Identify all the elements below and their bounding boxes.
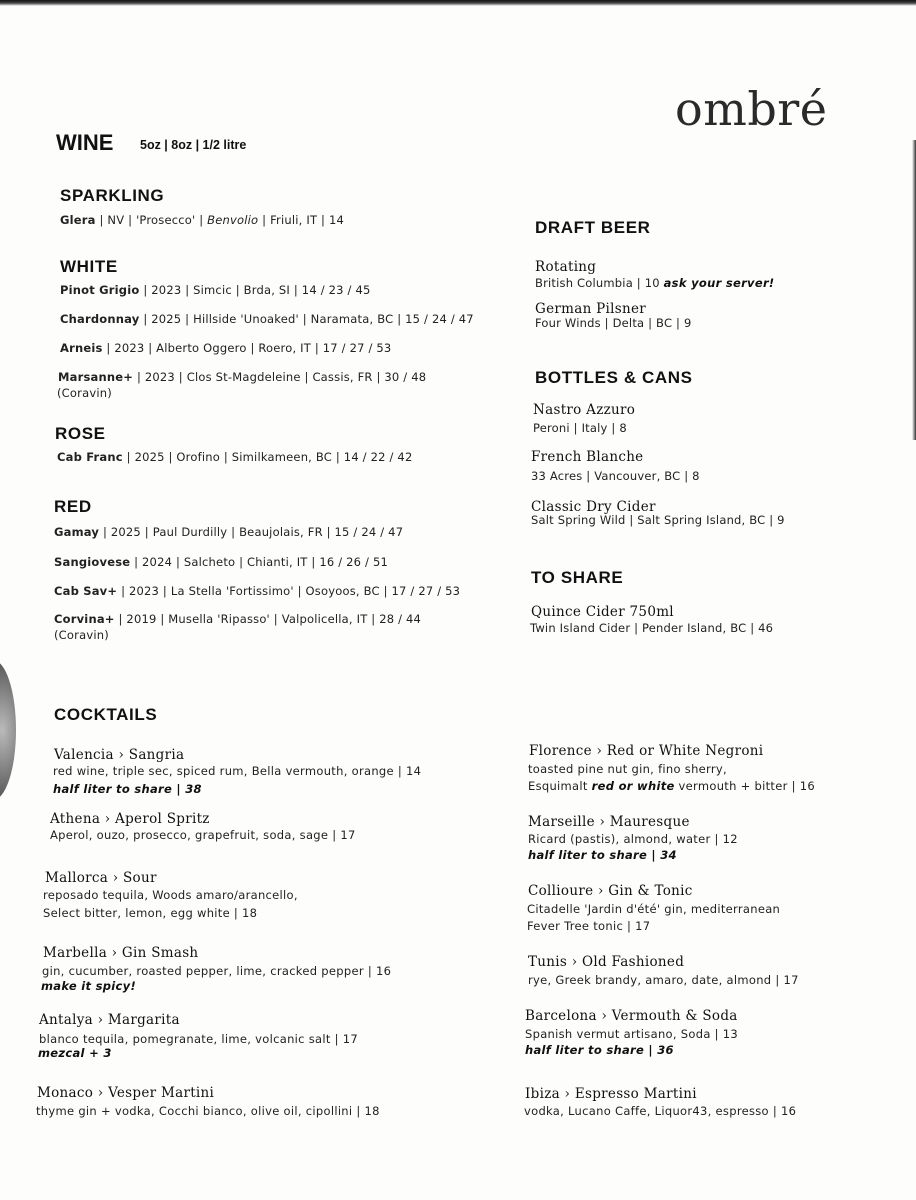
cocktail-name: Antalya › Margarita: [39, 1012, 180, 1028]
bottle-detail: Peroni | Italy | 8: [533, 421, 627, 435]
wine-detail: | 2019 | Musella 'Ripasso' | Valpolicella, IT | 28 / 44: [114, 612, 422, 626]
wine-grape: Cab Sav+: [54, 584, 118, 598]
bottle-detail: 33 Acres | Vancouver, BC | 8: [531, 469, 700, 483]
cocktail-desc: Fever Tree tonic | 17: [527, 919, 651, 933]
cocktail-emph: mezcal + 3: [38, 1046, 112, 1060]
paper-top-shadow: [0, 0, 916, 6]
cocktail-desc-text: Esquimalt: [528, 779, 592, 793]
cocktails-heading: COCKTAILS: [54, 705, 158, 724]
wine-grape: Gamay: [54, 525, 100, 539]
cocktail-desc: Ricard (pastis), almond, water | 12: [528, 832, 738, 846]
cocktail-name: Barcelona › Vermouth & Soda: [525, 1008, 738, 1024]
cocktail-desc: Citadelle 'Jardin d'été' gin, mediterranean: [527, 902, 781, 916]
cocktail-emph: half liter to share | 38: [53, 782, 202, 796]
wine-title: WINE: [56, 130, 114, 155]
cocktail-name: Ibiza › Espresso Martini: [525, 1086, 697, 1102]
paper-right-shadow: [912, 140, 916, 440]
wine-sizes: 5oz | 8oz | 1/2 litre: [140, 138, 247, 152]
wine-grape: Pinot Grigio: [60, 283, 140, 297]
wine-detail: | 2025 | Paul Durdilly | Beaujolais, FR | 15 / 24 / 47: [99, 525, 404, 539]
cocktail-name: Monaco › Vesper Martini: [37, 1085, 215, 1101]
cocktail-desc: rye, Greek brandy, amaro, date, almond | 17: [528, 973, 799, 987]
cocktail-desc: reposado tequila, Woods amaro/arancello,: [43, 888, 298, 902]
cocktail-desc: vodka, Lucano Caffe, Liquor43, espresso | 16: [524, 1104, 797, 1118]
cocktail-desc: Select bitter, lemon, egg white | 18: [43, 906, 258, 920]
cocktail-desc: [528, 778, 815, 794]
cocktail-name: Marseille › Mauresque: [528, 814, 690, 830]
share-detail: Twin Island Cider | Pender Island, BC | 46: [530, 621, 774, 635]
beer-name: Rotating: [535, 259, 597, 275]
red-heading: RED: [54, 497, 92, 516]
cocktail-desc: Spanish vermut artisano, Soda | 13: [525, 1027, 738, 1041]
white-heading: WHITE: [60, 257, 118, 276]
cocktail-emph: red or white: [591, 779, 675, 793]
bottle-name: French Blanche: [531, 449, 644, 465]
wine-detail: | 2025 | Orofino | Similkameen, BC | 14 / 22 / 42: [122, 450, 413, 464]
wine-detail: | 2025 | Hillside 'Unoaked' | Naramata, BC | 15 / 24 / 47: [139, 312, 474, 326]
beer-detail: Four Winds | Delta | BC | 9: [535, 316, 692, 330]
wine-detail: | 2024 | Salcheto | Chianti, IT | 16 / 26 / 51: [130, 555, 388, 569]
cocktail-emph: half liter to share | 34: [528, 848, 677, 862]
wine-item: [54, 584, 460, 598]
wine-detail: | 2023 | Simcic | Brda, SI | 14 / 23 / 45: [139, 283, 371, 297]
wine-grape: Arneis: [60, 341, 103, 355]
wine-item: [60, 283, 370, 297]
cocktail-desc: gin, cucumber, roasted pepper, lime, cracked pepper | 16: [42, 964, 392, 978]
wine-grape: Marsanne+: [58, 370, 134, 384]
wine-note: (Coravin): [57, 386, 112, 400]
bottle-name: Classic Dry Cider: [531, 499, 656, 515]
cocktail-desc: red wine, triple sec, spiced rum, Bella vermouth, orange | 14: [53, 764, 422, 778]
cocktail-emph: make it spicy!: [41, 979, 137, 993]
wine-grape: Chardonnay: [60, 312, 140, 326]
wine-grape: Corvina+: [54, 612, 115, 626]
cocktail-emph: half liter to share | 36: [525, 1043, 674, 1057]
cocktail-name: Valencia › Sangria: [54, 747, 185, 763]
cocktail-desc-text: vermouth + bitter | 16: [674, 779, 815, 793]
wine-item: [60, 312, 474, 326]
wine-item: [54, 612, 421, 626]
cocktail-desc: Aperol, ouzo, prosecco, grapefruit, soda, sage | 17: [50, 828, 356, 842]
draft-beer-heading: DRAFT BEER: [535, 218, 651, 237]
wine-detail: | 2023 | Alberto Oggero | Roero, IT | 17 / 27 / 53: [102, 341, 392, 355]
wine-grape: Cab Franc: [57, 450, 123, 464]
bottles-cans-heading: BOTTLES & CANS: [535, 368, 693, 387]
wine-grape: Glera: [60, 213, 96, 227]
wine-detail: | Friuli, IT | 14: [258, 213, 345, 227]
wine-item: [60, 213, 344, 227]
cocktail-desc: blanco tequila, pomegranate, lime, volcanic salt | 17: [39, 1032, 358, 1046]
wine-item: [57, 450, 412, 464]
to-share-heading: TO SHARE: [531, 568, 624, 587]
wine-item: [54, 555, 388, 569]
beer-detail: [535, 276, 774, 290]
wine-producer: Benvolio: [207, 213, 259, 227]
wine-detail: | 2023 | Clos St-Magdeleine | Cassis, FR | 30 / 48: [133, 370, 427, 384]
wine-grape: Sangiovese: [54, 555, 131, 569]
wine-item: [58, 370, 426, 384]
wine-detail: | NV | 'Prosecco' |: [95, 213, 208, 227]
cocktail-name: Tunis › Old Fashioned: [528, 954, 685, 970]
cocktail-name: Mallorca › Sour: [45, 870, 157, 886]
bottle-detail: Salt Spring Wild | Salt Spring Island, BC | 9: [531, 513, 785, 527]
rose-heading: ROSE: [55, 424, 106, 443]
wine-detail: | 2023 | La Stella 'Fortissimo' | Osoyoos, BC | 17 / 27 / 53: [117, 584, 461, 598]
cocktail-desc: toasted pine nut gin, fino sherry,: [528, 762, 727, 776]
cocktail-name: Marbella › Gin Smash: [43, 945, 199, 961]
sparkling-heading: SPARKLING: [60, 186, 165, 205]
cocktail-name: Collioure › Gin & Tonic: [528, 883, 693, 899]
beer-emph: ask your server!: [663, 276, 775, 290]
beer-name: German Pilsner: [535, 301, 647, 317]
cocktail-name: Florence › Red or White Negroni: [529, 743, 764, 759]
bottle-name: Nastro Azzuro: [533, 402, 636, 418]
brand-logo: ombré: [675, 82, 828, 136]
share-name: Quince Cider 750ml: [531, 604, 674, 620]
wine-note: (Coravin): [54, 628, 109, 642]
wine-item: [54, 525, 403, 539]
cocktail-desc: thyme gin + vodka, Cocchi bianco, olive oil, cipollini | 18: [36, 1104, 380, 1118]
background-object: [0, 660, 16, 800]
cocktail-name: Athena › Aperol Spritz: [50, 811, 210, 827]
beer-detail-text: British Columbia | 10: [535, 276, 664, 290]
wine-item: [60, 341, 391, 355]
